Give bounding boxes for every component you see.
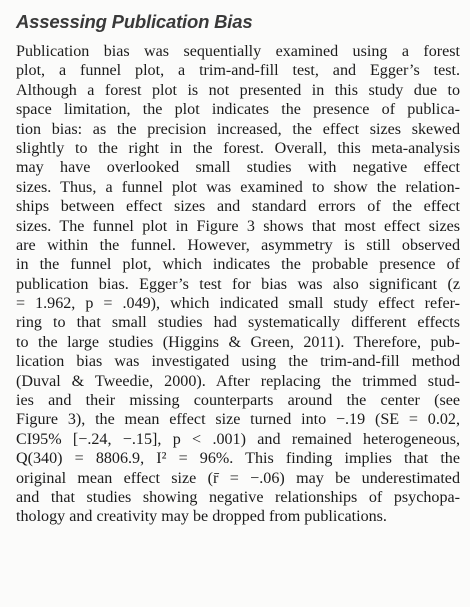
paragraph-line: may have overlooked small studies with negative effect (16, 159, 460, 177)
paragraph-line: ring to that small studies had systematically different effects (16, 314, 460, 332)
paragraph-line: publication bias. Egger’s test for bias was also significant (z (16, 275, 460, 293)
body-paragraph (16, 42, 460, 527)
paragraph-line: are within the funnel. However, asymmetry is still observed (16, 236, 460, 254)
paragraph-line: Although a forest plot is not presented in this study due to (16, 81, 460, 99)
paragraph-line: Publication bias was sequentially examined using a forest (16, 43, 460, 60)
paragraph-line: plot, a funnel plot, a trim-and-fill test, and Egger’s test. (16, 62, 460, 80)
paragraph-line: Q(340) = 8806.9, I² = 96%. This finding implies that the (16, 450, 460, 468)
paragraph-line: Figure 3), the mean effect size turned into −.19 (SE = 0.02, (16, 411, 460, 429)
paragraph-line: sizes. Thus, a funnel plot was examined to show the relation- (16, 178, 460, 196)
paragraph-line: and that studies showing negative relationships of psychopa- (16, 488, 460, 506)
paragraph-line: in the funnel plot, which indicates the probable presence of (16, 256, 460, 274)
paragraph-line: slightly to the right in the forest. Overall, this meta-analysis (16, 139, 460, 157)
paragraph-line: = 1.962, p = .049), which indicated small study effect refer- (16, 295, 460, 313)
paragraph-line: thology and creativity may be dropped from publications. (16, 508, 387, 526)
paragraph-line: ies and their missing counterparts around the center (see (16, 392, 460, 410)
paragraph-line: space limitation, the plot indicates the presence of publica- (16, 101, 460, 119)
paragraph-line: original mean effect size (r̄ = −.06) may be underestimated (16, 469, 460, 487)
section-heading: Assessing Publication Bias (16, 11, 253, 32)
paragraph-line: (Duval & Tweedie, 2000). After replacing the trimmed stud- (16, 372, 460, 390)
paragraph-line: lication bias was investigated using the trim-and-fill method (16, 353, 460, 371)
paragraph-line: tion bias: as the precision increased, the effect sizes skewed (16, 120, 460, 138)
paragraph-line: CI95% [−.24, −.15], p < .001) and remained heterogeneous, (16, 430, 460, 448)
paragraph-line: sizes. The funnel plot in Figure 3 shows that most effect sizes (16, 217, 460, 235)
paragraph-line: to the large studies (Higgins & Green, 2011). Therefore, pub- (16, 333, 460, 351)
paragraph-line: ships between effect sizes and standard errors of the effect (16, 198, 460, 216)
